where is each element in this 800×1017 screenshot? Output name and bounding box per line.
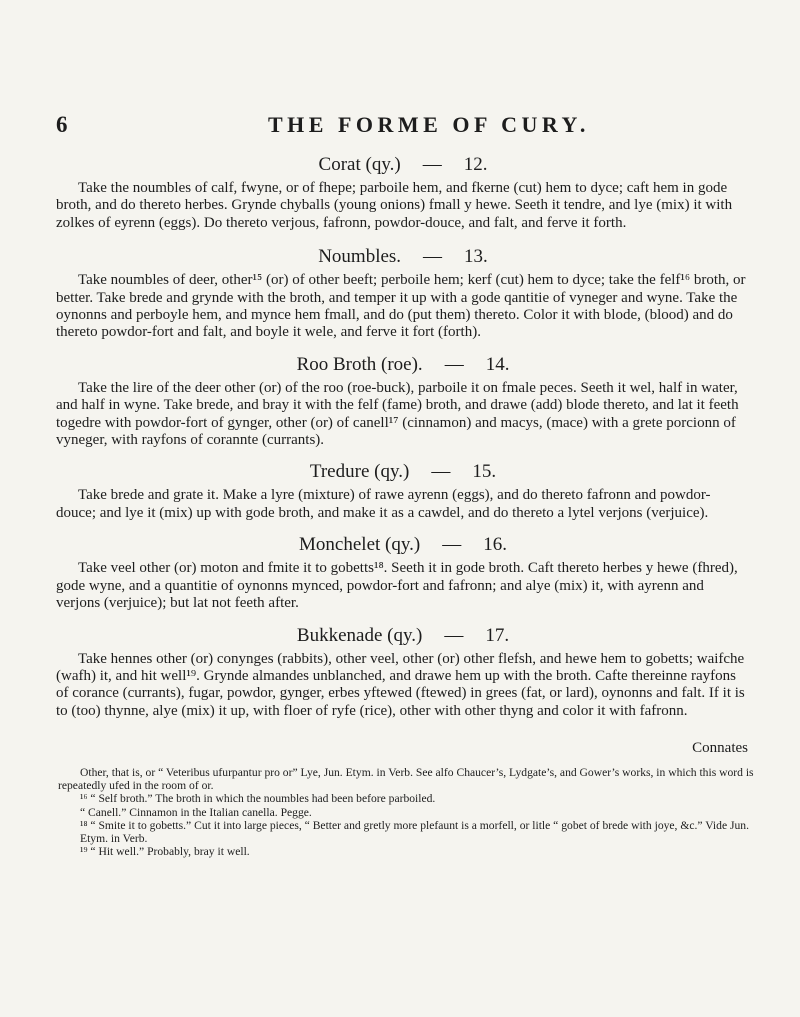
running-title: THE FORME OF CURY. bbox=[268, 112, 590, 137]
recipe-title: Corat (qy.) bbox=[318, 154, 401, 175]
recipe-text: Take the noumbles of calf, fwyne, or of fhepe; parboile hem, and fkerne (cut) hem to dyce; caft hem in gode broth, and do thereto herbes. Grynde chyballs (young onions) fmall y hewe. Seeth it tendre, and lye (mix) it with zolkes of eyrenn (eggs). Do thereto verjous, fafronn, powdor-douce, and falt, and ferve it forth. bbox=[56, 180, 733, 231]
heading-dash: — bbox=[422, 154, 442, 175]
footnote-17: “ Canell.” Cinnamon in the Italian canella. Pegge. bbox=[80, 805, 312, 819]
recipe-heading bbox=[56, 246, 750, 268]
recipe-number: 17. bbox=[485, 624, 510, 646]
heading-dash: — bbox=[431, 461, 451, 483]
recipe-title: Monchelet (qy.) bbox=[299, 534, 421, 556]
recipe-heading bbox=[56, 354, 750, 376]
catchword: Connates bbox=[692, 740, 748, 757]
recipe-12 bbox=[56, 154, 750, 232]
recipe-title: Noumbles. bbox=[318, 246, 402, 268]
recipe-title: Bukkenade (qy.) bbox=[296, 624, 423, 646]
heading-dash: — bbox=[423, 246, 443, 268]
heading-dash: — bbox=[442, 534, 462, 556]
recipe-14 bbox=[56, 354, 750, 450]
page-number: 6 bbox=[56, 112, 68, 137]
recipe-number: 15. bbox=[472, 461, 497, 483]
recipe-number: 13. bbox=[464, 246, 488, 268]
recipe-number: 12. bbox=[463, 154, 488, 175]
recipe-13 bbox=[56, 246, 750, 342]
footnote-18: ¹⁸ “ Smite it to gobetts.” Cut it into large pieces, “ Better and gretly more plefaunt is a morfell, or litle “ gobet of brede with joye, &c.” Vide Jun. Etym. in Verb. bbox=[80, 818, 749, 846]
recipe-text: Take veel other (or) moton and fmite it to gobetts¹⁸. Seeth it in gode broth. Caft thereto herbes y hewe (fhred), gode wyne, and a quantitie of oynonns mynced, powdor-fort and fafronn; and alye (mix) it, with ayrenn and verjons (verjuice); but lat not feeth after. bbox=[56, 560, 738, 612]
page-header bbox=[0, 112, 800, 142]
recipe-17 bbox=[56, 625, 750, 721]
footnotes bbox=[58, 766, 754, 858]
recipe-15 bbox=[56, 461, 750, 522]
recipe-number: 16. bbox=[483, 534, 507, 556]
recipe-text: Take hennes other (or) conynges (rabbits), other veel, other (or) other flefsh, and hewe hem to gobetts; waifche (wafh) it, and hit well¹⁹. Grynde almandes unblanched, and drawe hem up with the broth. Cafte thereinne rayfons of corance (currants), fugar, powdor, gynger, erbes yftewed (ftewed) in grees (fat, or lard), oynonns and falt. If it is to (too) thynne, alye (mix) it up, with floer of ryfe (rice), other with other thyng and color it with fafronn. bbox=[56, 650, 745, 719]
heading-dash: — bbox=[444, 353, 464, 375]
recipe-heading bbox=[56, 461, 750, 483]
recipe-number: 14. bbox=[485, 353, 510, 375]
recipe-16 bbox=[56, 534, 750, 612]
recipe-heading bbox=[56, 625, 750, 647]
recipe-title: Roo Broth (roe). bbox=[296, 353, 423, 375]
recipe-text: Take the lire of the deer other (or) of the roo (roe-buck), parboile it on fmale peces. Seeth it wel, half in water, and half in wyne. Take brede, and bray it with the felf (fame) broth, and drawe (add) blode thereto, and lat it feeth togedre with powdor-fort of gynger, other (or) of canell¹⁷ (cinnamon) and macys, (mace) with a grete porcionn of vyneger, with rayfons of corannte (currants). bbox=[56, 379, 739, 449]
recipe-title: Tredure (qy.) bbox=[309, 461, 410, 483]
recipe-heading bbox=[56, 534, 750, 556]
recipe-text: Take noumbles of deer, other¹⁵ (or) of other beeft; perboile hem; kerf (cut) hem to dyce; take the felf¹⁶ broth, or better. Take brede and grynde with the broth, and temper it up with a gode qantitie of vyneger and wyne. Take the oynonns and perboyle hem, and mynce hem fmall, and do (put them) thereto. Color it with blode, (blood) and do thereto powdor-fort and falt, and boyle it wele, and ferve it fort (forth). bbox=[56, 272, 746, 341]
heading-dash: — bbox=[444, 624, 464, 646]
recipes-body bbox=[56, 154, 750, 757]
recipe-heading bbox=[56, 154, 750, 176]
footnote-19: ¹⁹ “ Hit well.” Probably, bray it well. bbox=[80, 845, 250, 859]
recipe-text: Take brede and grate it. Make a lyre (mixture) of rawe ayrenn (eggs), and do thereto fafronn and powdor-douce; and lye it (mix) up with gode broth, and make it as a cawdel, and do thereto a lytel verjons (verjuice). bbox=[56, 487, 711, 521]
footnote-16: ¹⁶ “ Self broth.” The broth in which the noumbles had been before parboiled. bbox=[80, 792, 436, 806]
footnote-15: Other, that is, or “ Veteribus ufurpantur pro or” Lye, Jun. Etym. in Verb. See alfo Chaucer’s, Lydgate’s, and Gower’s works, in which this word is repeatedly ufed in the room of or. bbox=[58, 766, 754, 793]
